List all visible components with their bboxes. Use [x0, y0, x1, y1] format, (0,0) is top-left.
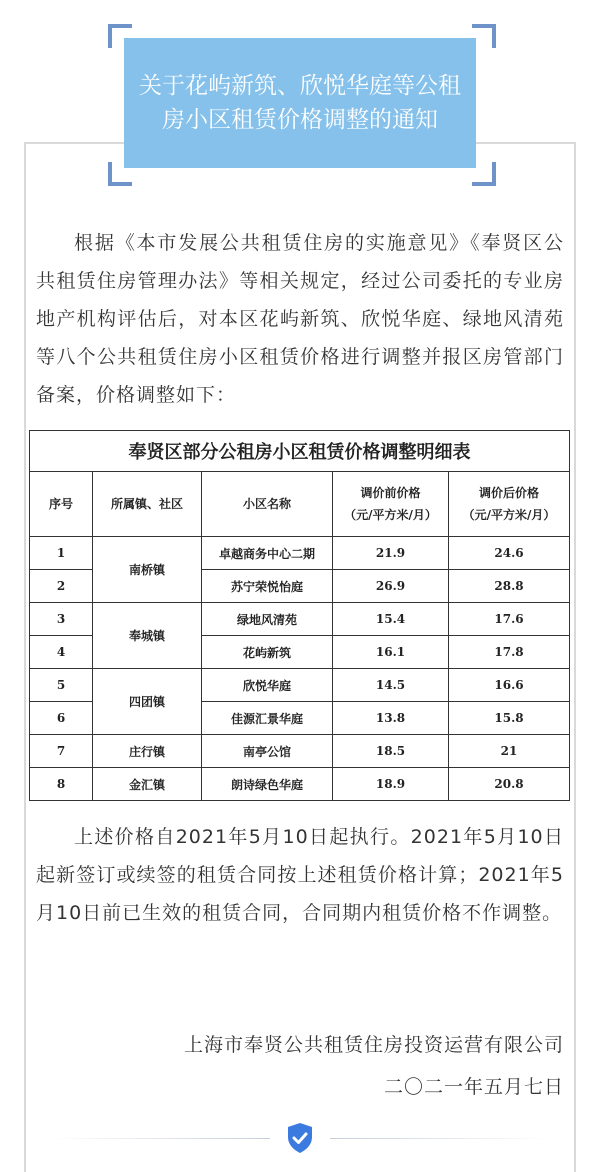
table-title: 奉贤区部分公租房小区租赁价格调整明细表 — [30, 431, 570, 472]
row-name: 花屿新筑 — [202, 636, 333, 669]
row-after: 21 — [449, 735, 570, 768]
header-after — [449, 472, 570, 537]
header-before-label: 调价前价格 — [360, 486, 421, 500]
row-name: 苏宁荣悦怡庭 — [202, 570, 333, 603]
table-row — [30, 669, 570, 702]
row-after: 28.8 — [449, 570, 570, 603]
row-town: 奉城镇 — [93, 603, 202, 669]
row-name: 佳源汇景华庭 — [202, 702, 333, 735]
title-corner-top-left — [108, 24, 132, 48]
header-after-label: 调价后价格 — [478, 486, 539, 500]
row-after: 24.6 — [449, 537, 570, 570]
row-town: 庄行镇 — [93, 735, 202, 768]
row-before: 26.9 — [333, 570, 449, 603]
row-before: 13.8 — [333, 702, 449, 735]
table-row — [30, 768, 570, 801]
row-after: 15.8 — [449, 702, 570, 735]
row-before: 18.5 — [333, 735, 449, 768]
row-town: 四团镇 — [93, 669, 202, 735]
shield-check-icon — [286, 1122, 314, 1154]
row-name: 卓越商务中心二期 — [202, 537, 333, 570]
title-corner-bottom-right — [472, 162, 496, 186]
header-town: 所属镇、社区 — [93, 472, 202, 537]
row-town: 金汇镇 — [93, 768, 202, 801]
title-corner-bottom-left — [108, 162, 132, 186]
notice-title: 关于花屿新筑、欣悦华庭等公租房小区租赁价格调整的通知 — [139, 73, 461, 133]
notice-date: 二〇二一年五月七日 — [383, 1076, 564, 1098]
row-name: 南亭公馆 — [202, 735, 333, 768]
effective-paragraph: 上述价格自2021年5月10日起执行。2021年5月10日起新签订或续签的租赁合同按上述租赁价格计算；2021年5月10日前已生效的租赁合同，合同期内租赁价格不作调整。 — [36, 826, 564, 924]
row-no: 3 — [30, 603, 93, 636]
row-no: 4 — [30, 636, 93, 669]
row-name: 绿地风清苑 — [202, 603, 333, 636]
header-before — [333, 472, 449, 537]
row-no: 1 — [30, 537, 93, 570]
row-no: 7 — [30, 735, 93, 768]
row-no: 2 — [30, 570, 93, 603]
row-before: 21.9 — [333, 537, 449, 570]
row-name: 朗诗绿色华庭 — [202, 768, 333, 801]
table-row — [30, 603, 570, 636]
row-before: 16.1 — [333, 636, 449, 669]
price-table — [29, 430, 570, 801]
footer-divider-right — [330, 1138, 550, 1139]
row-after: 17.6 — [449, 603, 570, 636]
header-name: 小区名称 — [202, 472, 333, 537]
row-before: 14.5 — [333, 669, 449, 702]
company-signature: 上海市奉贤公共租赁住房投资运营有限公司 — [183, 1034, 564, 1056]
row-after: 20.8 — [449, 768, 570, 801]
row-town: 南桥镇 — [93, 537, 202, 603]
row-after: 17.8 — [449, 636, 570, 669]
header-after-unit: （元/平方米/月） — [462, 508, 556, 522]
title-corner-top-right — [472, 24, 496, 48]
header-no: 序号 — [30, 472, 93, 537]
header-before-unit: （元/平方米/月） — [344, 508, 437, 522]
table-row — [30, 735, 570, 768]
row-before: 15.4 — [333, 603, 449, 636]
row-no: 5 — [30, 669, 93, 702]
row-before: 18.9 — [333, 768, 449, 801]
row-no: 6 — [30, 702, 93, 735]
row-name: 欣悦华庭 — [202, 669, 333, 702]
table-row — [30, 537, 570, 570]
notice-title-box — [124, 38, 476, 168]
row-no: 8 — [30, 768, 93, 801]
intro-paragraph: 根据《本市发展公共租赁住房的实施意见》《奉贤区公共租赁住房管理办法》等相关规定，经过公司委托的专业房地产机构评估后，对本区花屿新筑、欣悦华庭、绿地风清苑等八个公共租赁住房小区租赁价格进行调整并报区房管部门备案，价格调整如下： — [36, 232, 564, 406]
footer-divider-left — [50, 1138, 270, 1139]
row-after: 16.6 — [449, 669, 570, 702]
